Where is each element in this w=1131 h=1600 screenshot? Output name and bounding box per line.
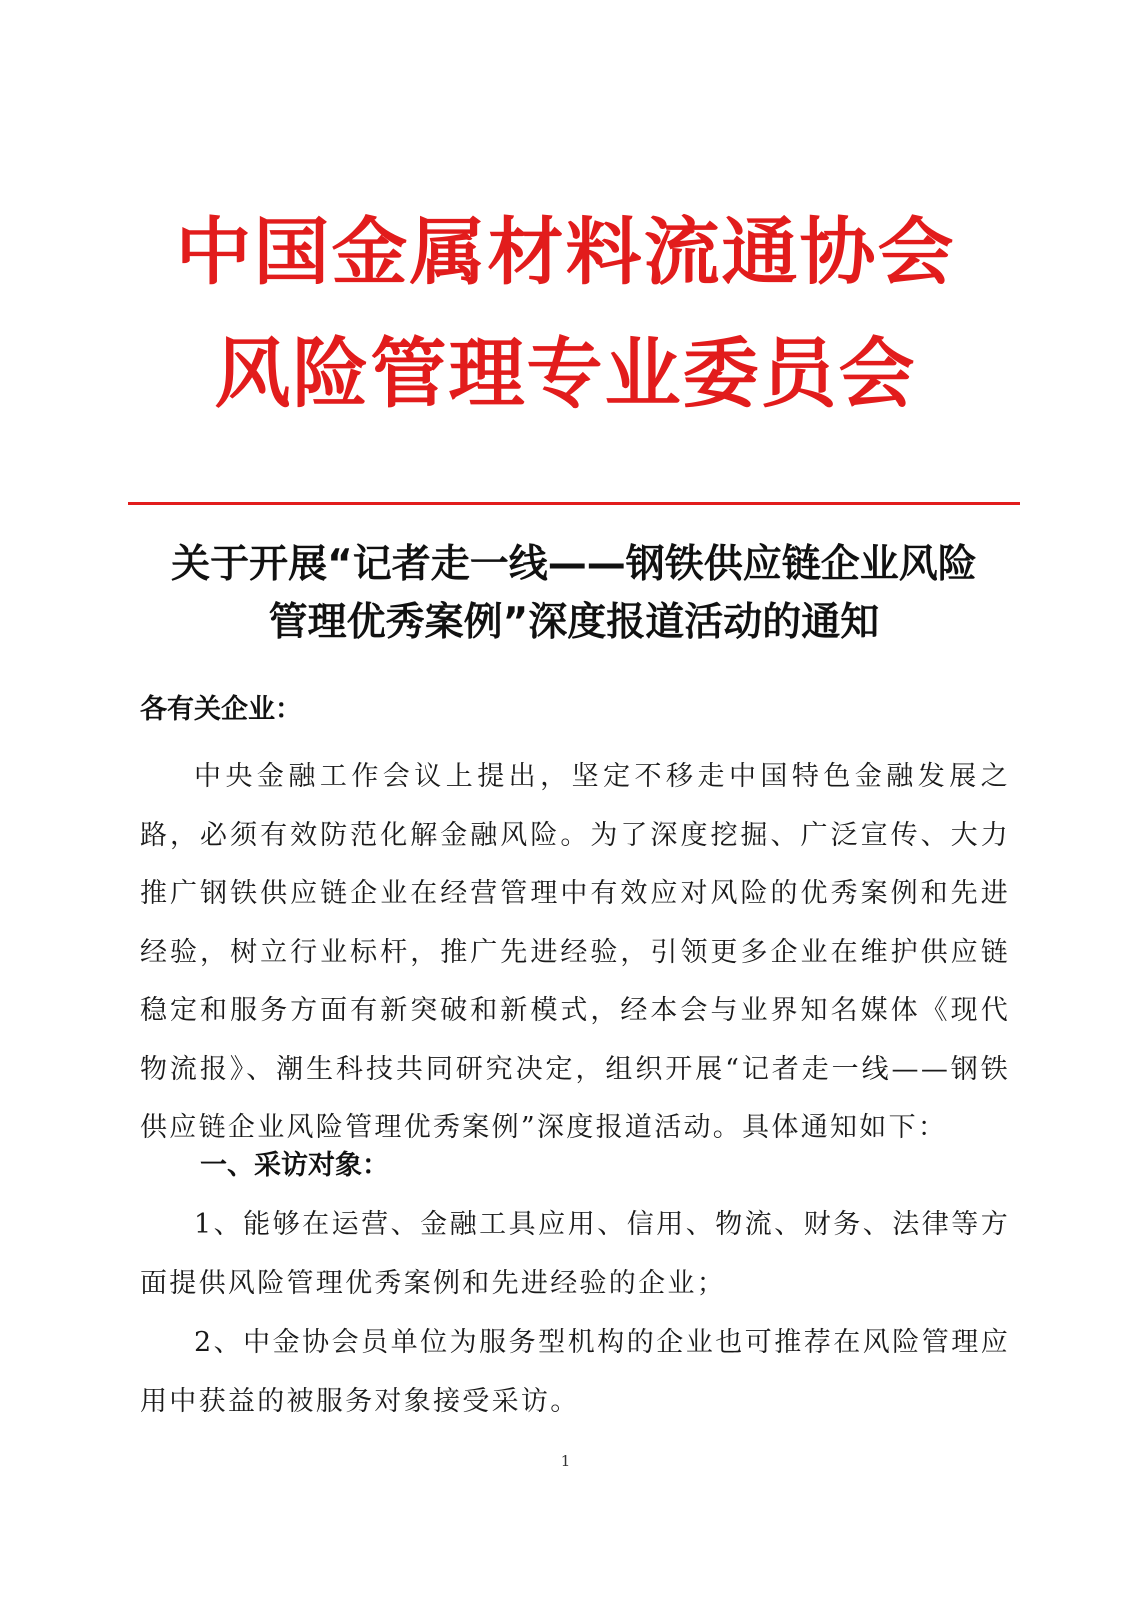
page-number: 1 <box>560 1452 571 1470</box>
notice-title-line1: 关于开展“记者走一线——钢铁供应链企业风险 <box>171 542 977 587</box>
letterhead-line2: 风险管理专业委员会 <box>214 329 917 418</box>
salutation: 各有关企业： <box>140 694 302 725</box>
notice-title-line2: 管理优秀案例”深度报道活动的通知 <box>268 600 880 645</box>
notice-title <box>128 536 1020 652</box>
body-paragraph: 中央金融工作会议上提出，坚定不移走中国特色金融发展之路，必须有效防范化解金融风险。为了深度挖掘、广泛宣传、大力推广钢铁供应链企业在经营管理中有效应对风险的优秀案例和先进经验，树立行业标杆，推广先进经验，引领更多企业在维护供应链稳定和服务方面有新突破和新模式，经本会与业界知名媒体《现代物流报》、潮生科技共同研究决定，组织开展“记者走一线——钢铁供应链企业风险管理优秀案例”深度报道活动。具体通知如下： <box>140 761 1010 1143</box>
list-item: 2、中金协会员单位为服务型机构的企业也可推荐在风险管理应用中获益的被服务对象接受采访。 <box>140 1327 1010 1417</box>
section-heading: 一、采访对象： <box>200 1150 389 1181</box>
letterhead-line1: 中国金属材料流通协会 <box>175 208 956 295</box>
letterhead-divider <box>128 502 1020 505</box>
list-item: 1、能够在运营、金融工具应用、信用、物流、财务、法律等方面提供风险管理优秀案例和先进经验的企业； <box>140 1209 1010 1299</box>
letterhead <box>0 200 1131 426</box>
